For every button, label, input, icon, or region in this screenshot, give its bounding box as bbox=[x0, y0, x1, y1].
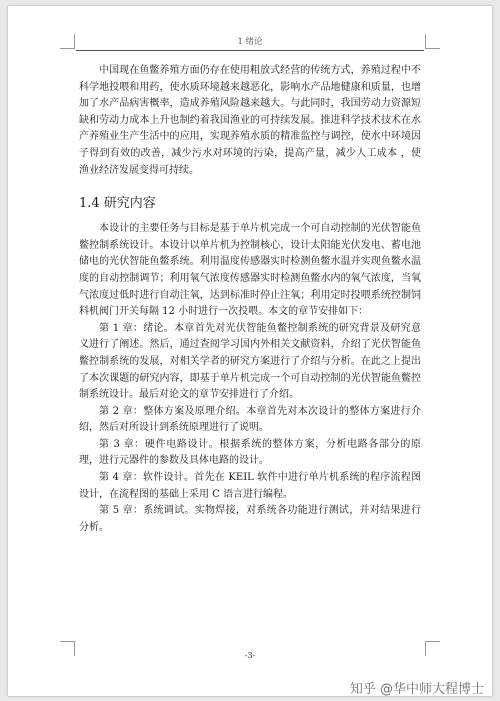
watermark: 知乎 @华中师大程博士 bbox=[349, 682, 484, 697]
crop-mark-top-right bbox=[425, 34, 440, 49]
crop-mark-top-left bbox=[60, 34, 75, 49]
section-heading: 1.4 研究内容 bbox=[79, 196, 156, 212]
chapter-3-paragraph: 第 3 章：硬件电路设计。根据系统的整体方案，分析电路各部分的原理，进行元器件的参数及具体电路的设计。 bbox=[79, 438, 421, 467]
chapter-2-paragraph: 第 2 章：整体方案及原理介绍。本章首先对本次设计的整体方案进行介绍，然后对所设计到系统原理进行了说明。 bbox=[79, 405, 421, 434]
intro-paragraph: 中国现在鱼鳖养殖方面仍存在使用粗放式经营的传统方式，养殖过程中不科学地投喂和用药，使水质环境越来越恶化，影响水产品地健康和质量，也增加了水产品病害概率，造成养殖风险越来越大。与此同时，我国劳动力资源短缺和劳动力成本上升也制约着我国渔业的可持续发展。推进科学技术技术在水产养殖业生产生活中的应用，实现养殖水质的精准监控与调控，使水中环境因子得到有效的改善，减少污水对环境的污染，提高产量，减少人工成本 ，使渔业经济发展变得可持续。 bbox=[79, 65, 421, 176]
page-content bbox=[79, 63, 421, 536]
running-header: 1 绪论 bbox=[76, 35, 424, 51]
chapter-5-paragraph: 第 5 章：系统调试。实物焊接，对系统各功能进行测试，并对结果进行分析。 bbox=[79, 505, 421, 533]
document-page bbox=[8, 6, 492, 696]
chapter-4-paragraph: 第 4 章：软件设计。首先在 KEIL 软件中进行单片机系统的程序流程图设计，在流程图的基础上采用 C 语言进行编程。 bbox=[79, 472, 421, 500]
body-paragraph: 本设计的主要任务与目标是基于单片机完成一个可自动控制的光伏智能鱼鳖控制系统设计。本设计以单片机为控制核心，设计太阳能光伏发电、蓄电池储电的光伏智能鱼鳖系统。利用温度传感器实时检测鱼鳖水温并实现鱼鳖水温度的自动控制调节；利用氧气浓度传感器实时检测鱼鳖水内的氧气浓度，当氧气浓度过低时进行自动注氧，达到标准时停止注氧；利用定时投喂系统控制饲料机阀门开关每隔 12 小时进行一次投喂。本文的章节安排如下： bbox=[79, 223, 421, 318]
chapter-1-paragraph: 第 1 章：绪论。本章首先对光伏智能鱼鳖控制系统的研究背景及研究意义进行了阐述。然后，通过查阅学习国内外相关文献资料，介绍了光伏智能鱼鳖控制系统的发展，对相关学者的研究方案进行了介绍与分析。在此之上提出了本次课题的研究内容，即基于单片机完成一个可自动控制的光伏智能鱼鳖控制系统设计。最后对论文的章节安排进行了介绍。 bbox=[79, 322, 421, 401]
page-number: -3- bbox=[244, 651, 256, 660]
